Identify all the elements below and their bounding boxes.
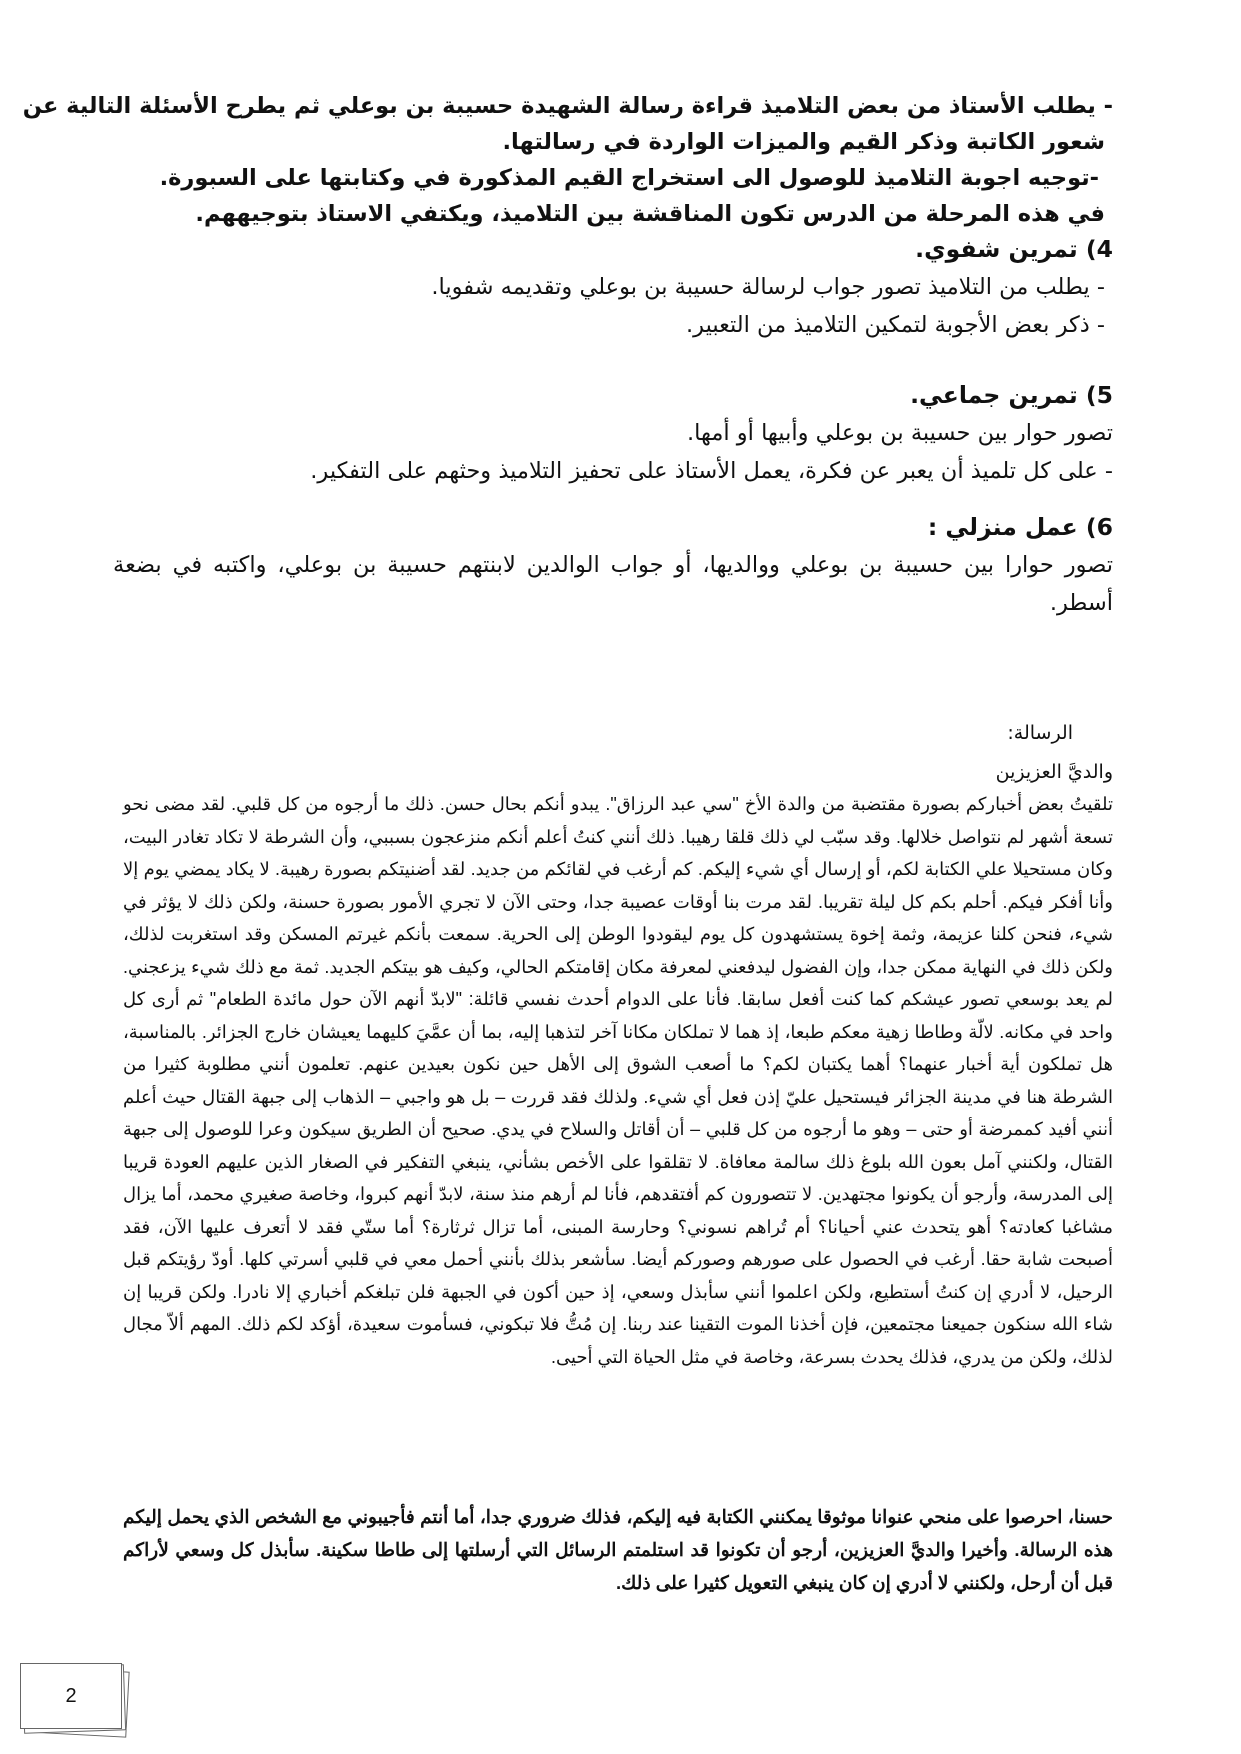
section-oral-exercise	[113, 230, 1113, 344]
section-line: - ذكر بعض الأجوبة لتمكين التلاميذ من التعبير.	[686, 312, 1105, 338]
section-group-exercise	[113, 376, 1113, 490]
letter-closing-paragraph: حسنا، احرصوا على منحي عنوانا موثوقا يمكنني الكتابة فيه إليكم، فذلك ضروري جدا، أما أنتم فأجيبوني مع الشخص الذي يحمل إليكم هذه الرسالة. وأخيرا والديَّ العزيزين، أرجو أن تكونوا قد استلمتم الرسائل التي أرسلتها إلى طاطا سكينة. سأبذل كل وسعي لأراكم قبل أن أرحل، ولكنني لا أدري إن كان ينبغي التعويل كثيرا على ذلك.	[123, 1506, 1113, 1593]
letter-paragraph: تلقيتُ بعض أخباركم بصورة مقتضبة من والدة الأخ "سي عبد الرزاق". يبدو أنكم بحال حسن. ذلك ما أرجوه من كل قلبي. لقد مضى نحو تسعة أشهر لم نتواصل خلالها. وقد سبّب لي ذلك قلقا رهيبا. ذلك أنني كنتُ أعلم أنكم منزعجون بسببي، وأن الشرطة لا تكاد تغادر البيت، وكان مستحيلا علي الكتابة لكم، أو إرسال أي شيء إليكم. كم أرغب في لقائكم من جديد. لقد أضنيتكم بصورة رهيبة. لا يكاد يمضي يوم إلا وأنا أفكر فيكم. أحلم بكم كل ليلة تقريبا. لقد مرت بنا أوقات عصيبة جدا، وحتى الآن لا تجري الأمور بصورة حسنة، ولكن ذلك لا يؤثر في شيء، فنحن كلنا عزيمة، وثمة إخوة يستشهدون كل يوم ليقودوا الوطن إلى الحرية. سمعت بأنكم غيرتم المسكن وقد استغربت لذلك، ولكن ذلك في النهاية ممكن جدا، وإن الفضول ليدفعني لمعرفة مكان إقامتكم الحالي، وكيف هو بيتكم الجديد. ثمة مع ذلك شيء يزعجني. لم يعد بوسعي تصور عيشكم كما كنت أفعل سابقا. فأنا على الدوام أحدث نفسي قائلة: "لابدّ أنهم الآن حول مائدة الطعام" ثم أرى كل واحد في مكانه. لالّة وطاطا زهية معكم طبعا، إذ هما لا تملكان مكانا آخر لتذهبا إليه، بما أن عمَّيَ كليهما يعيشان خارج الجزائر. بالمناسبة، هل تملكون أية أخبار عنهما؟ أهما يكتبان لكم؟ ما أصعب الشوق إلى الأهل حين نكون بعيدين عنهم. تعلمون أنني مطلوبة كثيرا من الشرطة هنا في مدينة الجزائر فيستحيل عليّ إذن فعل أي شيء. ولذلك فقد قررت – بل هو واجبي – الذهاب إلى جبهة القتال حيث أعلم أنني أفيد كممرضة أو حتى – وهو ما أرجوه من كل قلبي – أن أقاتل والسلاح في يدي. صحيح أن الطريق سيكون وعرا للوصول إلى جبهة القتال، ولكنني آمل بعون الله بلوغ ذلك سالمة معافاة. لا تقلقوا على الأخص بشأني، ينبغي التفكير في الصغار الذين عليهم العودة قريبا إلى المدرسة، وأرجو أن يكونوا مجتهدين. لا تتصورون كم أفتقدهم، فأنا لم أرهم منذ سنة، لابدّ أنهم كبروا، وخاصة صغيري محمد، أما يزال مشاغبا كعادته؟ أهو يتحدث عني أحيانا؟ أم تُراهم نسوني؟ وحارسة المبنى، أما تزال ثرثارة؟ أما ستّي فقد لا أتعرف عليها الآن، فقد أصبحت شابة حقا. أرغب في الحصول على صورهم وصوركم أيضا. سأشعر بذلك بأنني أحمل معي في قلبي أسرتي كلها. أودّ رؤيتكم قبل الرحيل، لا أدري إن كنتُ أستطيع، ولكن اعلموا أنني سأبذل وسعي، إذ حين أكون في الجبهة فلن تبلغكم أخباري إلا نادرا. ولكن قريبا إن شاء الله سنكون جميعنا مجتمعين، فإن أخذنا الموت التقينا عند ربنا. إن مُتُّ فلا تبكوني، فسأموت سعيدة، أؤكد لكم ذلك. المهم ألاّ مجال لذلك، ولكن من يدري، فذلك يحدث بسرعة، وخاصة في مثل الحياة التي أحيى.	[123, 794, 1113, 1367]
section-line: تصور حوار بين حسيبة بن بوعلي وأبيها أو أمها.	[686, 420, 1113, 446]
section-line: - يطلب من التلاميذ تصور جواب لرسالة حسيبة بن بوعلي وتقديمه شفويا.	[431, 274, 1105, 300]
intro-line: شعور الكاتبة وذكر القيم والميزات الواردة في رسالتها.	[502, 129, 1105, 155]
intro-line: - يطلب الأستاذ من بعض التلاميذ قراءة رسالة الشهيدة حسيبة بن بوعلي ثم يطرح الأسئلة التالية عن	[22, 93, 1113, 119]
letter-body	[123, 788, 1113, 1373]
section-title: 4) تمرين شفوي.	[915, 235, 1113, 263]
section-homework	[113, 508, 1113, 622]
page-number: 2	[65, 1684, 77, 1707]
section-title: 5) تمرين جماعي.	[910, 381, 1113, 409]
letter-salutation: والديَّ العزيزين	[995, 761, 1113, 783]
section-line: - على كل تلميذ أن يعبر عن فكرة، يعمل الأستاذ على تحفيز التلاميذ وحثهم على التفكير.	[310, 458, 1113, 484]
intro-line: -توجيه اجوبة التلاميذ للوصول الى استخراج القيم المذكورة في وكتابتها على السبورة.	[159, 165, 1099, 191]
intro-line: في هذه المرحلة من الدرس تكون المناقشة بين التلاميذ، ويكتفي الاستاذ بتوجيههم.	[195, 201, 1105, 227]
intro-block	[22, 88, 1113, 232]
section-title: 6) عمل منزلي :	[927, 513, 1113, 541]
paper-sheet	[20, 1663, 122, 1729]
letter-header	[133, 714, 1113, 792]
letter-closing	[123, 1500, 1113, 1599]
page-number-badge	[20, 1663, 128, 1735]
section-line: تصور حوارا بين حسيبة بن بوعلي ووالديها، أو جواب الوالدين لابنتهم حسيبة بن بوعلي، واكتبه في بضعة أسطر.	[113, 552, 1113, 616]
letter-label: الرسالة:	[1007, 722, 1073, 744]
